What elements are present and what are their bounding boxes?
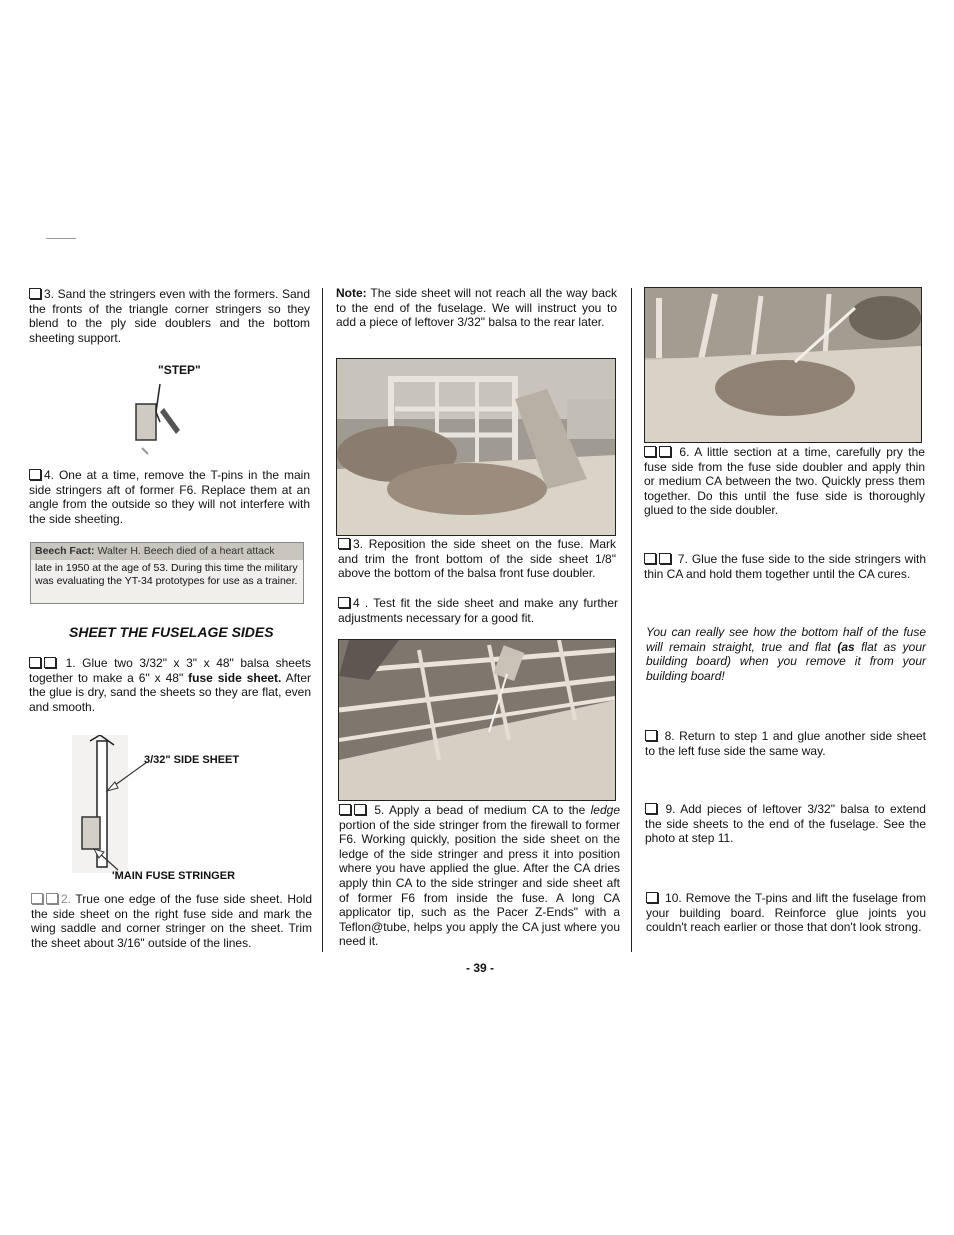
checkbox-icon[interactable] <box>644 446 656 457</box>
fact-body: late in 1950 at the age of 53. During this time the military was evaluating the YT-34 prototypes for use as a trainer. <box>35 562 298 587</box>
checkbox-icon[interactable] <box>29 657 41 668</box>
column-divider-left <box>322 288 323 952</box>
middle-step5: 5. Apply a bead of medium CA to the ledge portion of the side stringer from the firewall to former F6. Working quickly, position the side sheet on the ledge of the side stringer and press it into position where you have applied the glue. After the CA dries apply thin CA to the side stringer and side sheet aft of former F6 from inside the fuse. A long CA applicator tip, such as the Pacer Z-Ends" with a Teflon@tube, helps you apply the CA just where you need it. <box>339 803 620 949</box>
right-step10: 10. Remove the T-pins and lift the fuselage from your building board. Reinforce glue joints you couldn't reach earlier or those that don't look strong. <box>646 891 926 935</box>
right-step6: 6. A little section at a time, carefully pry the fuse side from the fuse side doubler and apply thin or medium CA between the two. Quickly press them together. Do this until the fuse side is thoroughly glued to the side doubler. <box>644 445 925 518</box>
left-step1: 1. Glue two 3/32" x 3" x 48" balsa sheets together to make a 6" x 48" fuse side sheet. After the glue is dry, sand the sheets so they are flat, even and smooth. <box>29 656 312 714</box>
checkbox-icon[interactable] <box>659 553 671 564</box>
photo-stringers-glue <box>339 640 615 800</box>
photo-hand-doubler <box>645 288 921 442</box>
middle-step3: 3. Reposition the side sheet on the fuse. Mark and trim the front bottom of the side sheet 1/8" above the bottom of the balsa front fuse doubler. <box>338 537 616 581</box>
page-number: - 39 - <box>466 961 495 975</box>
fact-line1: Walter H. Beech died of a heart attack <box>97 545 275 557</box>
checkbox-icon[interactable] <box>46 893 58 904</box>
right-step8: 8. Return to step 1 and glue another side sheet to the left fuse side the same way. <box>645 729 927 758</box>
checkbox-icon[interactable] <box>44 657 56 668</box>
section-heading: SHEET THE FUSELAGE SIDES <box>69 624 274 640</box>
top-mark <box>46 238 76 239</box>
checkbox-icon[interactable] <box>645 803 657 814</box>
step-diagram <box>130 378 190 458</box>
photo-hands-fuselage <box>337 359 615 535</box>
checkbox-icon[interactable] <box>646 892 658 903</box>
checkbox-icon[interactable] <box>644 553 656 564</box>
left-step2: 2. True one edge of the fuse side sheet. Hold the side sheet on the right fuse side and mark the wing saddle and corner stringer on the sheet. Trim the sheet about 3/16" outside of the lines. <box>31 892 313 950</box>
checkbox-icon[interactable] <box>354 804 366 815</box>
checkbox-icon[interactable] <box>339 804 351 815</box>
middle-note: Note: The side sheet will not reach all the way back to the end of the fuselage. We will instruct you to add a piece of leftover 3/32" balsa to the rear later. <box>336 286 617 330</box>
step-diagram-label: "STEP" <box>158 363 201 377</box>
right-italic-note: You can really see how the bottom half of the fuse will remain straight, true and flat (as flat as your building board) when you remove it from your building board! <box>646 625 926 683</box>
checkbox-icon[interactable] <box>645 730 657 741</box>
checkbox-icon[interactable] <box>338 538 350 549</box>
checkbox-icon[interactable] <box>659 446 671 457</box>
checkbox-icon[interactable] <box>31 893 43 904</box>
photo-pry-fuse-side <box>644 287 922 443</box>
side-sheet-label: 3/32" SIDE SHEET <box>144 754 240 766</box>
photo-reposition-side-sheet <box>336 358 616 536</box>
fact-title: Beech Fact: <box>35 545 95 557</box>
checkbox-icon[interactable] <box>29 469 41 480</box>
photo-apply-ca-ledge <box>338 639 616 801</box>
middle-step4: 4 . Test fit the side sheet and make any further adjustments necessary for a good fit. <box>338 596 618 625</box>
main-stringer-label: 'MAIN FUSE STRINGER <box>112 870 236 882</box>
beech-fact-box <box>30 542 304 604</box>
stringer-arrow <box>92 848 122 872</box>
right-step7: 7. Glue the fuse side to the side stringers with thin CA and hold them together until the CA cures. <box>644 552 926 581</box>
left-step4: 4. One at a time, remove the T-pins in the main side stringers aft of former F6. Replace them at an angle from the outside so they will not interfere with the side sheeting. <box>29 468 310 526</box>
right-step9: 9. Add pieces of leftover 3/32" balsa to extend the side sheets to the end of the fuselage. See the photo at step 11. <box>645 802 926 846</box>
column-divider-right <box>631 288 632 952</box>
checkbox-icon[interactable] <box>338 597 350 608</box>
checkbox-icon[interactable] <box>29 288 41 299</box>
left-step3: 3. Sand the stringers even with the formers. Sand the fronts of the triangle corner stringers so they blend to the ply side doublers and the bottom sheeting support. <box>29 287 310 345</box>
